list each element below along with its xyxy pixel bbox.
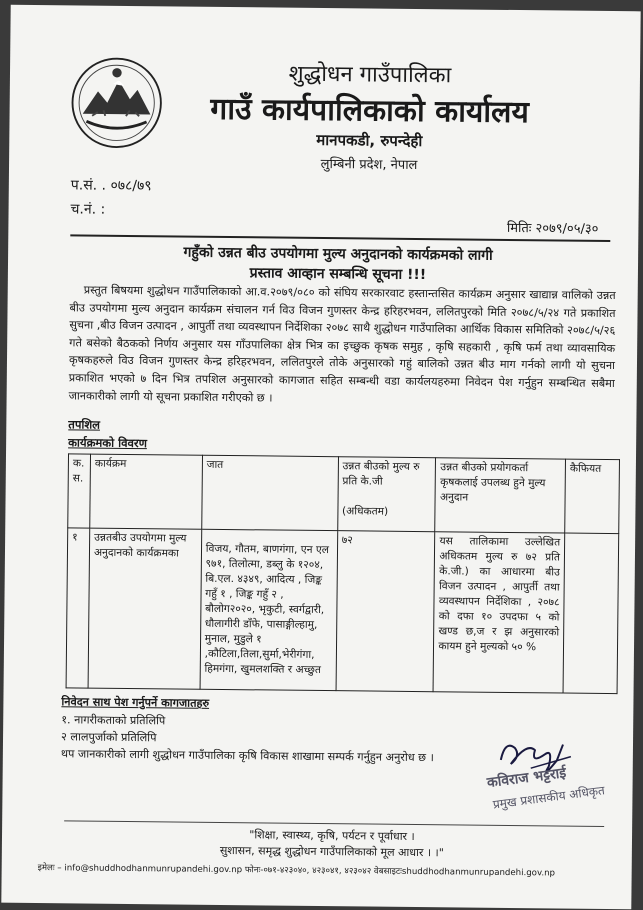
notice-body: प्रस्तुत बिषयमा शुद्धोधन गाउँपालिकाको आ.व.२०७९/०८० को संघिय सरकारवाट हस्तान्तसित कार्यक्रम अनुसार खाद्यान्न वालिको उन्नत बीउ उपयोगमा मुल्य अनुदान कार्यक्रम संचालन गर्न विउ विजन गुणस्तर केन्द्र हरिहरभवन, ललितपुरको मिति २०७८/५/२४ गते प्रकाशित सुचना ,बीउ विजन उत्पादन , आपुर्ती तथा व्यवस्थापन निर्देशिका २०७८ साथै शुद्धोधन गाउँपालिका आर्थिक विकास समितिको २०७८/५/२६ गते बसेको बैठकको निर्णय अनुसार यस गाँउपालिका क्षेत्र भित्र का इच्छुक कृषक समुह , कृषि सहकारी , कृषि फर्म तथा व्यावसायिक कृषकहरुले विउ विजन गुणस्तर केन्द्र हरिहरभवन, ललितपुरले तोके अनुसारको गहुं बालिको उन्नत बीउ माग गर्नको लागी यो सुचना प्रकाशित भएको ७ दिन भित्र तपशिल अनुसारको कागजात सहित सम्बन्धी वडा कार्यलयहरुमा निवेदन पेश गर्नुहुन सम्बन्धित सबैमा जानकारीको लागी यो सूचना प्रकाशित गरीएको छ ।	[68, 283, 616, 405]
program-table	[66, 453, 620, 694]
col-header-program: कार्यक्रम	[90, 454, 202, 529]
notice-page	[1, 5, 640, 910]
cell-subsidy: यस तालिकामा उल्लेखित अधिकतम मुल्य रु ७२ प्रति के.जी.) का आधारमा बीउ विजन उत्पादन , आपुर्ती तथा व्यवस्थापन निर्देशिका , २०७८ को दफा १० उपदफा ५ को खण्ड छ,ज र झ अनुसारको कायम हुने मुल्यको ५० %	[433, 532, 564, 693]
province-line: लुम्बिनी प्रदेश, नेपाल	[320, 156, 418, 173]
dispatch-number: च.नं. :	[70, 201, 106, 218]
nepal-emblem-icon	[69, 55, 164, 150]
notice-title: गहुँको उन्नत बीउ उपयोगमा मुल्य अनुदानको कार्यक्रमको लागी	[183, 244, 493, 264]
contact-note: थप जानकारीको लागी शुद्धोधन गाउँपालिका कृषि विकास शाखामा सम्पर्क गर्नुहुन अनुरोध छ ।	[60, 747, 434, 765]
officer-name: कविराज भट्टराई	[486, 765, 568, 792]
office-address: मानपकडी, रुपन्देही	[316, 130, 423, 151]
officer-title: प्रमुख प्रशासकीय अधिकृत	[492, 783, 606, 812]
col-header-remarks: कैफियत	[565, 459, 620, 534]
cell-remarks	[563, 533, 619, 694]
col-header-price: उन्नत बीउको मुल्य रु प्रति के.जी (अधिकतम)	[337, 457, 436, 532]
required-documents-heading: निवेदन साथ पेश गर्नुपर्ने कागजातहरु	[61, 695, 210, 710]
letter-date: मितिः २०७९/०५/३०	[506, 220, 599, 237]
table-row	[66, 528, 619, 694]
col-header-subsidy: उन्नत बीउको प्रयोगकर्ता कृषकलाई उपलब्ध हुने मुल्य अनुदान	[435, 458, 565, 533]
col-header-variety: जात	[201, 455, 338, 530]
program-details-label: कार्यक्रमको विवरण	[68, 435, 148, 451]
cell-price: ७२	[336, 531, 435, 692]
schedule-label: तपशिल	[68, 417, 101, 432]
footer-motto-2: सुशासन, समृद्ध शुद्धोधन गाउँपालिकाको मूल आधार । ।"	[219, 843, 444, 860]
cell-varieties: विजय, गौतम, बाणगंगा, एन एल ९७१, तिलोत्मा, डब्लु के १२०४, बि.एल. ४३४९, आदित्य , जिङ्क गहुँ १ , जिङ्क गहुँ २ , बौलोग२०२०, भृकुटी, स्वर्गद्वारी, धौलागीरी डाँफे, पासाङ्गील्हामु, मुनाल, मुडुले १ ,कौटिला,तिला,सुर्मा,भेरीगंगा, हिमगंगा, खुमलशक्ति र अच्छुत	[200, 529, 338, 690]
cell-sn: १	[66, 528, 90, 688]
document-item-landownership: २ लालपुर्जाको प्रतिलिपि	[60, 730, 157, 745]
notice-subtitle: प्रस्ताव आव्हान सम्बन्धि सूचना !!!	[249, 265, 427, 284]
table-header-row	[68, 454, 620, 534]
document-item-citizenship: १. नागरीकताको प्रतिलिपि	[61, 713, 166, 728]
footer-contact: इमेलः – info@shuddhodhanmunrupandehi.gov.np फोनः-०७१-४२३०४०, ४२३०४१, ४२३०४२ वेबसाइटःshuddhodhanmunrupandehi.gov.np	[37, 863, 556, 879]
municipality-name: शुद्धोधन गाउँपालिका	[288, 61, 452, 89]
letter-number: प.सं. . ०७८/७९	[70, 177, 152, 195]
cell-program: उन्नतबीउ उपयोगमा मुल्य अनुदानको कार्यक्रमका	[88, 528, 201, 689]
col-header-sn: क. स.	[68, 454, 91, 528]
footer-motto-1: "शिक्षा, स्वास्थ्य, कृषि, पर्यटन र पूर्वाधार ।	[249, 828, 415, 844]
office-name: गाउँ कार्यपालिकाको कार्यालय	[210, 91, 530, 131]
